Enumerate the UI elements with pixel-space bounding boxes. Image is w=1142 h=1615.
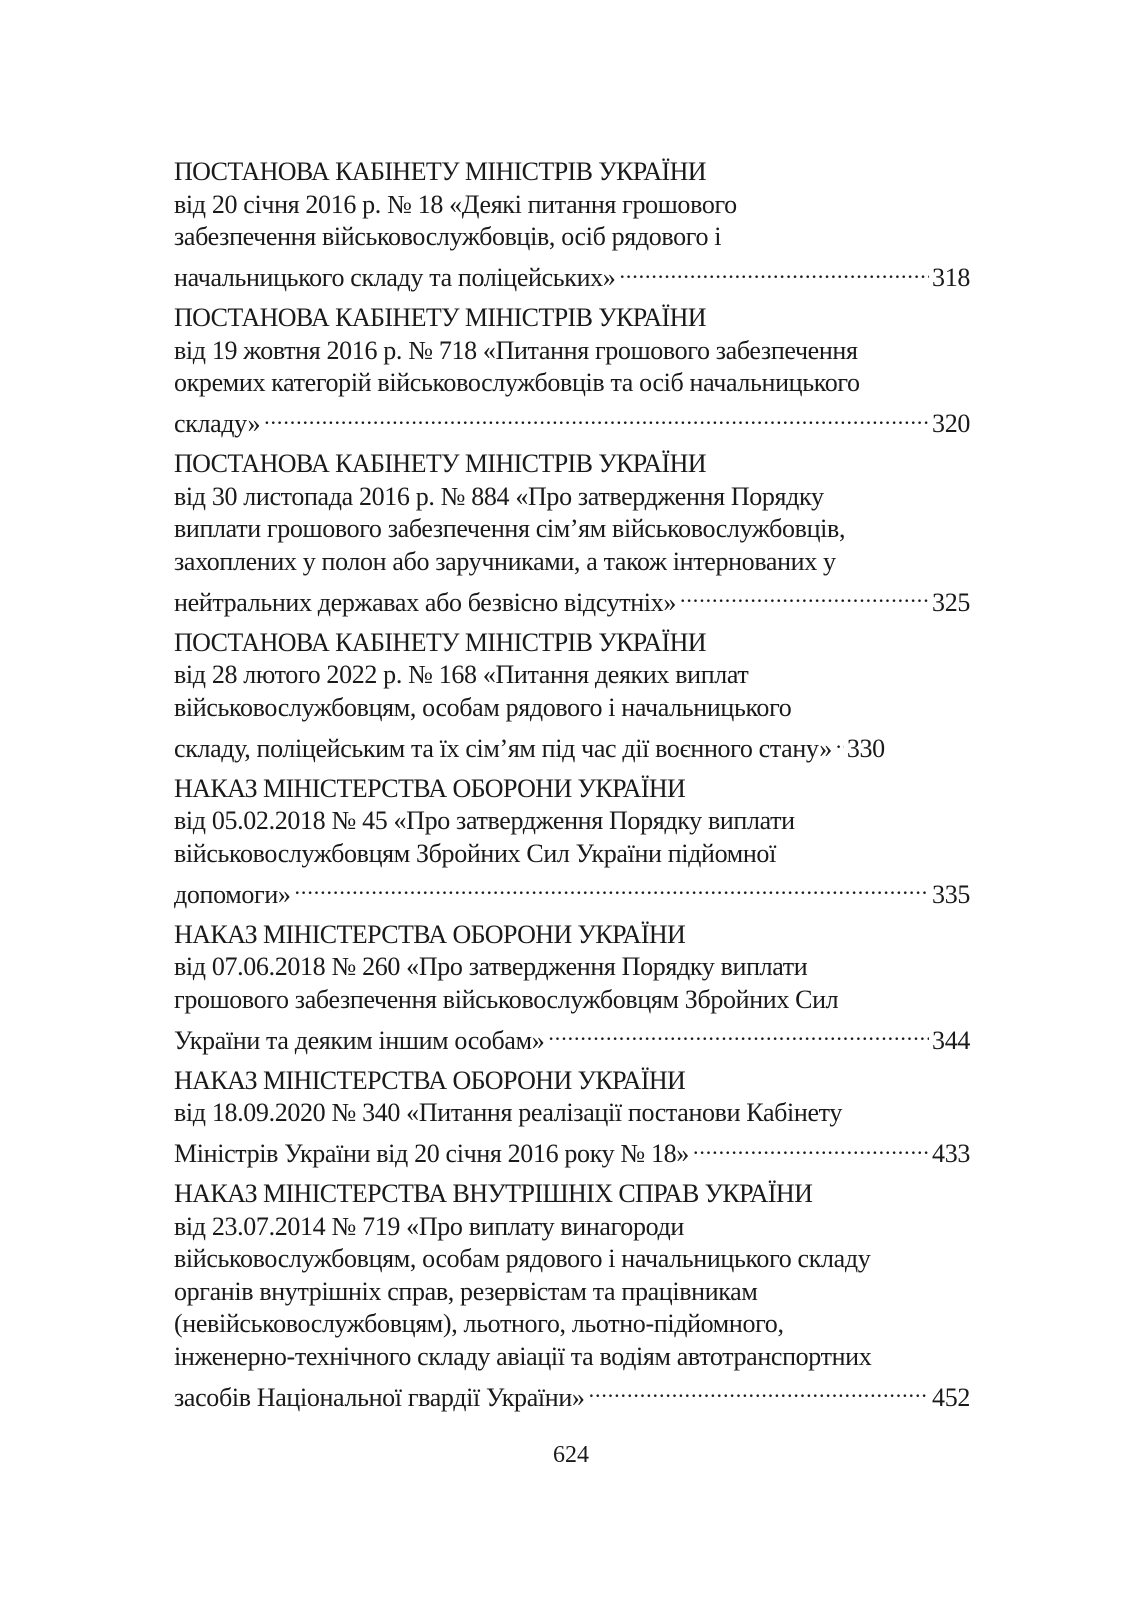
- entry-text-line: військовослужбовцям Збройних Сил України підйомної: [174, 838, 776, 868]
- entry-heading: НАКАЗ МІНІСТЕРСТВА ВНУТРІШНІХ СПРАВ УКРАЇНИ: [174, 1179, 813, 1208]
- entry-text-line: військовослужбовцям, особам рядового і начальницького: [174, 692, 792, 722]
- entry-last-line: [174, 870, 970, 909]
- dot-leader: [589, 1373, 929, 1406]
- entry-last-line: [174, 1016, 970, 1055]
- entry-page-number[interactable]: 433: [932, 1139, 970, 1168]
- entry-text-line: грошового забезпечення військовослужбовцям Збройних Сил: [174, 984, 839, 1014]
- entry-text-line: виплати грошового забезпечення сім’ям військовослужбовців,: [174, 514, 846, 543]
- entry-heading: ПОСТАНОВА КАБІНЕТУ МІНІСТРІВ УКРАЇНИ: [174, 627, 706, 657]
- entry-page-number[interactable]: 344: [932, 1025, 970, 1055]
- entry-heading: ПОСТАНОВА КАБІНЕТУ МІНІСТРІВ УКРАЇНИ: [174, 449, 706, 478]
- dot-leader: [264, 400, 929, 433]
- entry-text-line: від 20 січня 2016 р. № 18 «Деякі питання грошового: [174, 189, 737, 219]
- entry-text-line: від 19 жовтня 2016 р. № 718 «Питання грошового забезпечення: [174, 335, 858, 365]
- entry-text-line: допомоги»: [174, 879, 291, 909]
- entry-text-line: України та деяким іншим особам»: [174, 1025, 545, 1055]
- toc-entry[interactable]: [174, 773, 970, 909]
- toc-entry[interactable]: [174, 302, 970, 438]
- entry-text-line: від 30 листопада 2016 р. № 884 «Про затвердження Порядку: [174, 481, 824, 511]
- dot-leader: [680, 578, 929, 611]
- page-number: 624: [553, 1442, 589, 1468]
- entry-last-line: [174, 400, 970, 438]
- entry-text-line: органів внутрішніх справ, резервістам та працівникам: [174, 1276, 758, 1306]
- entry-page-number[interactable]: 335: [932, 879, 970, 909]
- dot-leader: [693, 1130, 929, 1163]
- entry-text-line: засобів Національної гвардії України»: [174, 1382, 585, 1412]
- entry-page-number[interactable]: 318: [932, 263, 970, 292]
- entry-page-number[interactable]: 320: [932, 409, 970, 438]
- entry-page-number[interactable]: 325: [932, 587, 970, 617]
- entry-text-line: складу»: [174, 409, 261, 438]
- entry-last-line: [174, 1130, 970, 1168]
- entry-text-line: від 28 лютого 2022 р. № 168 «Питання деяких виплат: [174, 660, 749, 689]
- dot-leader: [295, 870, 930, 903]
- entry-text-line: від 23.07.2014 № 719 «Про виплату винагороди: [174, 1211, 684, 1241]
- entry-text-line: нейтральних державах або безвісно відсутніх»: [174, 587, 676, 617]
- toc-entry[interactable]: [174, 156, 970, 292]
- entry-text-line: (невійськовослужбовцям), льотного, льотно-підйомного,: [174, 1309, 784, 1338]
- entry-heading: НАКАЗ МІНІСТЕРСТВА ОБОРОНИ УКРАЇНИ: [174, 773, 686, 803]
- entry-page-number[interactable]: 452: [932, 1382, 970, 1412]
- table-of-contents: [174, 156, 970, 1422]
- entry-text-line: Міністрів України від 20 січня 2016 року № 18»: [174, 1139, 689, 1168]
- entry-text-line: складу, поліцейським та їх сім’ям під час дії воєнного стану»: [174, 733, 832, 763]
- toc-entry[interactable]: [174, 448, 970, 617]
- entry-last-line: [174, 1373, 970, 1412]
- entry-heading: ПОСТАНОВА КАБІНЕТУ МІНІСТРІВ УКРАЇНИ: [174, 157, 706, 186]
- entry-text-line: інженерно-технічного складу авіації та водіям автотранспортних: [174, 1341, 872, 1371]
- dot-leader: [836, 724, 844, 757]
- toc-entry[interactable]: [174, 627, 970, 763]
- toc-entry[interactable]: [174, 919, 970, 1055]
- entry-heading: НАКАЗ МІНІСТЕРСТВА ОБОРОНИ УКРАЇНИ: [174, 919, 686, 949]
- entry-last-line: [174, 254, 970, 292]
- entry-text-line: від 07.06.2018 № 260 «Про затвердження Порядку виплати: [174, 952, 808, 981]
- dot-leader: [548, 1016, 929, 1049]
- toc-entry[interactable]: [174, 1178, 970, 1412]
- entry-text-line: захоплених у полон або заручниками, а також інтернованих у: [174, 546, 836, 576]
- entry-text-line: начальницького складу та поліцейських»: [174, 263, 616, 292]
- entry-text-line: від 18.09.2020 № 340 «Питання реалізації постанови Кабінету: [174, 1098, 842, 1127]
- dot-leader: [619, 254, 929, 287]
- entry-last-line: [174, 724, 970, 763]
- entry-text-line: забезпечення військовослужбовців, осіб рядового і: [174, 222, 722, 251]
- entry-heading: ПОСТАНОВА КАБІНЕТУ МІНІСТРІВ УКРАЇНИ: [174, 303, 706, 332]
- entry-last-line: [174, 578, 970, 617]
- entry-page-number[interactable]: 330: [846, 733, 885, 763]
- toc-entry[interactable]: [174, 1065, 970, 1168]
- entry-text-line: від 05.02.2018 № 45 «Про затвердження Порядку виплати: [174, 806, 795, 835]
- entry-text-line: військовослужбовцям, особам рядового і начальницького складу: [174, 1244, 871, 1273]
- entry-heading: НАКАЗ МІНІСТЕРСТВА ОБОРОНИ УКРАЇНИ: [174, 1065, 686, 1095]
- entry-text-line: окремих категорій військовослужбовців та осіб начальницького: [174, 368, 860, 397]
